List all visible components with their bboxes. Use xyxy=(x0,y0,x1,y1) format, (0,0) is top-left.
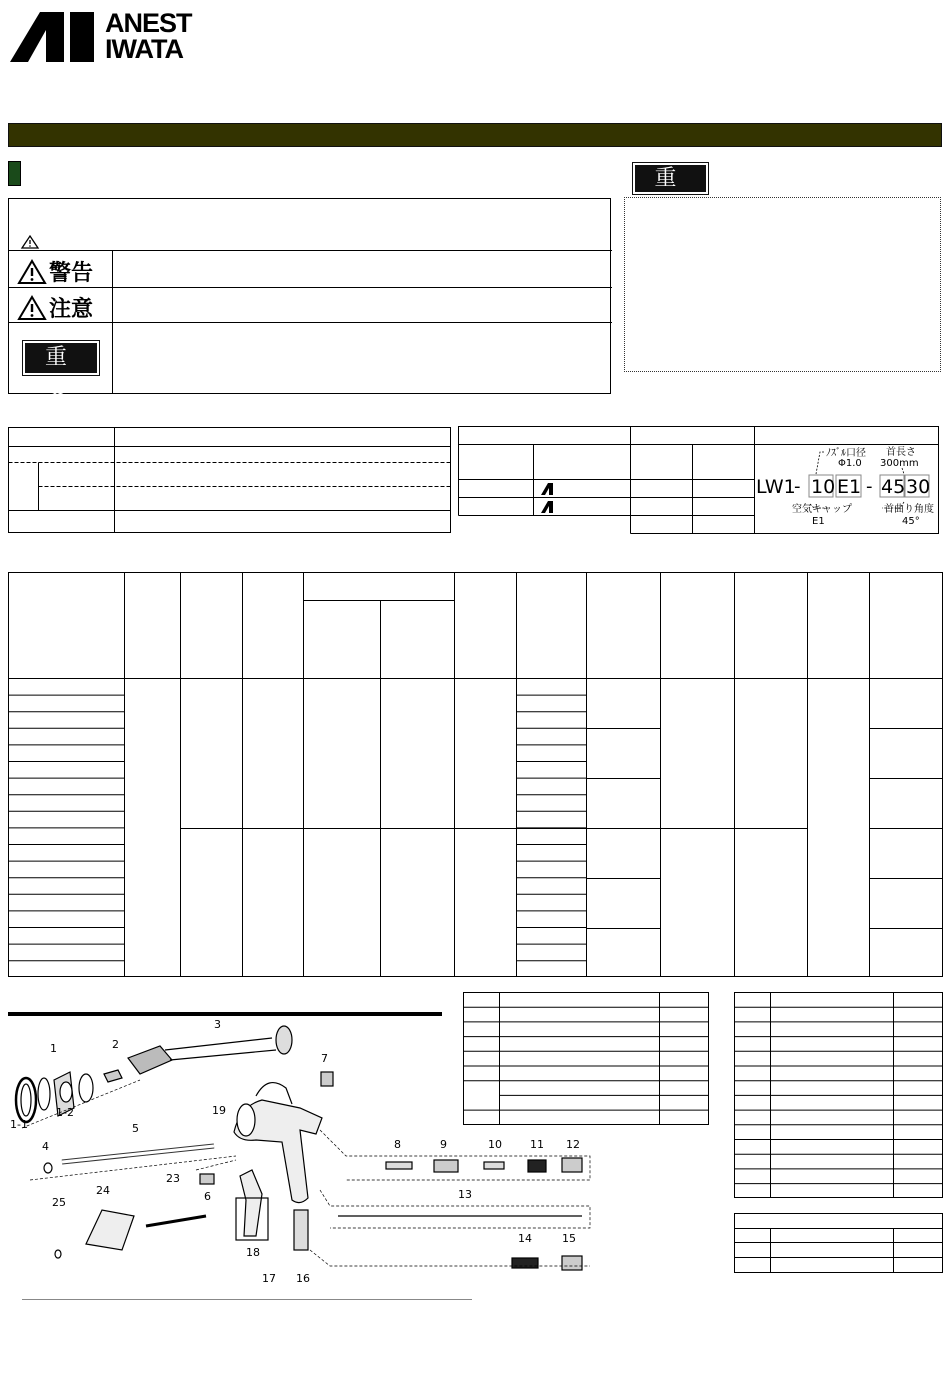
warning-text: 警告 xyxy=(49,261,94,286)
code-prefix: LW1 xyxy=(756,476,796,498)
length-value: 300mm xyxy=(880,458,919,469)
part-callout-23: 23 xyxy=(166,1172,180,1185)
part-callout-17: 17 xyxy=(262,1272,276,1285)
part-callout-24: 24 xyxy=(96,1184,110,1197)
code-dash-2: - xyxy=(866,476,873,497)
part-callout-9: 9 xyxy=(440,1138,447,1151)
part-callout-12: 12 xyxy=(566,1138,580,1151)
part-callout-1-2: 1-2 xyxy=(56,1106,74,1119)
part-callout-8: 8 xyxy=(394,1138,401,1151)
nozzle-value: Φ1.0 xyxy=(838,458,862,469)
part-callout-10: 10 xyxy=(488,1138,502,1151)
code-nozzle: 10 xyxy=(811,476,836,498)
length-label: 首長さ xyxy=(886,447,916,458)
part-callout-1-1: 1-1 xyxy=(10,1118,28,1131)
part-callout-7: 7 xyxy=(321,1052,328,1065)
part-callout-16: 16 xyxy=(296,1272,310,1285)
cap-label: 空気キャップ xyxy=(792,504,852,515)
part-callout-13: 13 xyxy=(458,1188,472,1201)
part-callout-4: 4 xyxy=(42,1140,49,1153)
part-callout-14: 14 xyxy=(518,1232,532,1245)
part-callout-5: 5 xyxy=(132,1122,139,1135)
part-callout-6: 6 xyxy=(204,1190,211,1203)
part-callout-19: 19 xyxy=(212,1104,226,1117)
angle-label: 首曲り角度 xyxy=(884,504,934,515)
brand-line2: IWATA xyxy=(105,34,183,64)
part-callout-2: 2 xyxy=(112,1038,119,1051)
code-cap: E1 xyxy=(837,476,862,498)
brand-line1: ANEST xyxy=(105,8,192,38)
part-callout-3: 3 xyxy=(214,1018,221,1031)
angle-value: 45° xyxy=(902,516,920,527)
nozzle-label: ﾉｽﾞﾙ口径 xyxy=(826,448,866,459)
model-code-diagram xyxy=(754,444,938,533)
important-badge-small: 重 要 xyxy=(23,341,99,375)
important-badge: 重 要 xyxy=(633,163,708,194)
part-callout-1: 1 xyxy=(50,1042,57,1055)
part-callout-11: 11 xyxy=(530,1138,544,1151)
cap-value: E1 xyxy=(812,516,825,527)
code-length: 30 xyxy=(906,476,931,498)
code-dash: - xyxy=(794,476,801,497)
caution-text: 注意 xyxy=(49,297,94,322)
part-callout-25: 25 xyxy=(52,1196,66,1209)
part-callout-15: 15 xyxy=(562,1232,576,1245)
exploded-parts-diagram xyxy=(0,1010,600,1300)
bottom-rule xyxy=(22,1299,472,1300)
brand-mark-icon xyxy=(540,500,556,514)
brand-mark-icon xyxy=(540,482,556,496)
code-angle: 45 xyxy=(881,476,906,498)
part-callout-18: 18 xyxy=(246,1246,260,1259)
